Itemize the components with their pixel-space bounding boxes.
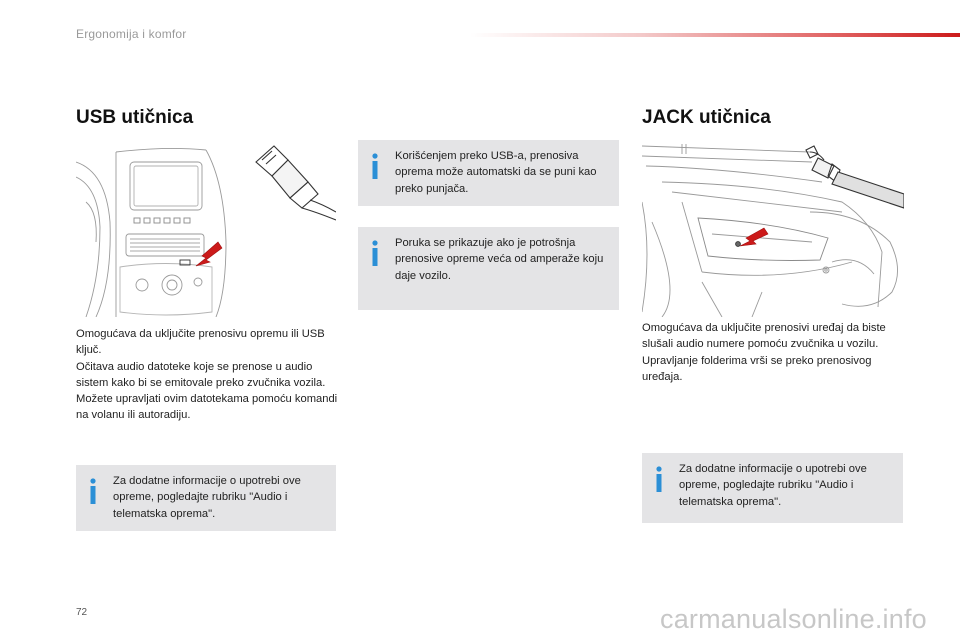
power-warning-info-text: Poruka se prikazuje ako je potrošnja prenosive opreme veća od amperaže koju daje vozilo. (395, 237, 604, 282)
jack-section-title: JACK utičnica (642, 107, 771, 128)
info-icon (654, 466, 664, 492)
jack-paragraph: Upravljanje folderima vrši se preko prenosivog uređaja. (642, 354, 872, 383)
usb-paragraph: Možete upravljati ovim datotekama pomoću komandi na volanu ili autoradiju. (76, 393, 338, 422)
watermark: carmanualsonline.info (660, 604, 927, 634)
usb-charging-info-text: Korišćenjem preko USB-a, prenosiva oprema može automatski da se puni kao preko punjača. (395, 150, 597, 195)
info-icon (88, 478, 98, 504)
jack-glovebox-illustration (642, 142, 904, 317)
usb-paragraph: Omogućava da uključite prenosivu opremu ili USB ključ. (76, 328, 325, 357)
usb-charging-info-box (358, 140, 619, 206)
jack-info-box (642, 453, 903, 523)
usb-info-box (76, 465, 336, 531)
info-icon (370, 240, 380, 266)
usb-info-text: Za dodatne informacije o upotrebi ove opreme, pogledajte rubriku "Audio i telematska oprema". (113, 475, 301, 520)
info-icon (370, 153, 380, 179)
usb-section-title: USB utičnica (76, 107, 194, 128)
page-number: 72 (76, 607, 88, 618)
jack-description (642, 320, 904, 385)
usb-description (76, 326, 338, 424)
power-warning-info-box (358, 227, 619, 310)
jack-paragraph: Omogućava da uključite prenosivi uređaj da biste slušali audio numere pomoću zvučnika u vozilu. (642, 322, 886, 351)
jack-info-text: Za dodatne informacije o upotrebi ove opreme, pogledajte rubriku "Audio i telematska oprema". (679, 463, 867, 508)
usb-dashboard-illustration (76, 142, 336, 317)
header-accent-bar (470, 33, 960, 37)
section-header: Ergonomija i komfor (76, 27, 187, 41)
usb-paragraph: Očitava audio datoteke koje se prenose u audio sistem kako bi se emitovale preko zvučnika vozila. (76, 360, 326, 389)
